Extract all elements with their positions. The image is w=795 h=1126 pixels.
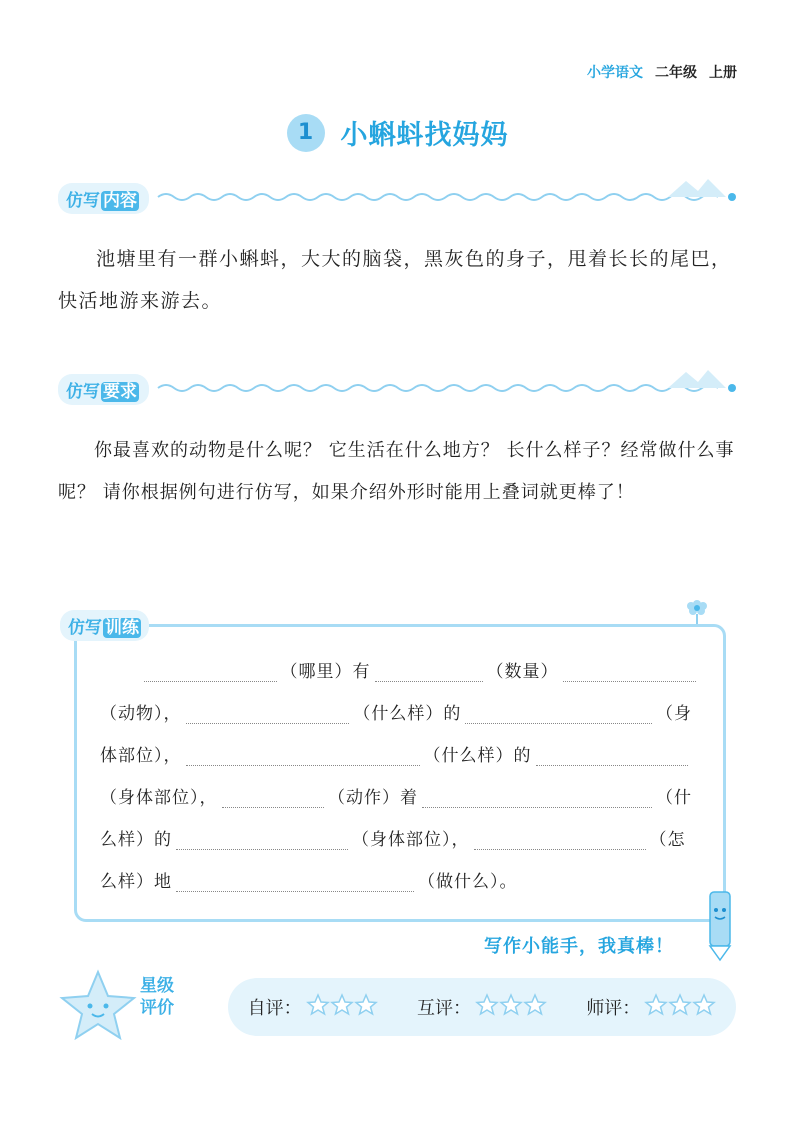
- template-line-5: 么样）的 （身体部位）， （怎: [100, 808, 696, 850]
- wave-divider: [58, 368, 738, 408]
- star-rating[interactable]: [306, 993, 378, 1022]
- lesson-title: [0, 113, 795, 152]
- star-rating-title: 星级 评价: [140, 976, 174, 1018]
- section-header-content: [58, 177, 738, 217]
- star-icon[interactable]: [692, 993, 716, 1017]
- page-header: [587, 62, 737, 82]
- template-line-2: （动物）， （什么样）的 （身: [100, 682, 696, 724]
- star-icon[interactable]: [354, 993, 378, 1017]
- requirement-label: 仿写 要求: [58, 374, 149, 405]
- star-icon[interactable]: [499, 993, 523, 1017]
- star-icon[interactable]: [306, 993, 330, 1017]
- blank-input[interactable]: [186, 737, 420, 766]
- content-paragraph: 池塘里有一群小蝌蚪，大大的脑袋，黑灰色的身子，甩着长长的尾巴，快活地游来游去。: [58, 248, 732, 312]
- volume-label: 上册: [709, 65, 737, 81]
- template-line-1: （哪里）有 （数量）: [100, 640, 696, 682]
- blank-input[interactable]: [536, 737, 688, 766]
- template-line-4: （身体部位）， （动作）着 （什: [100, 766, 696, 808]
- wave-divider: [58, 177, 738, 217]
- lesson-number: 1: [287, 114, 325, 152]
- blank-input[interactable]: [186, 695, 350, 724]
- star-rating[interactable]: [644, 993, 716, 1022]
- star-icon[interactable]: [523, 993, 547, 1017]
- star-icon[interactable]: [668, 993, 692, 1017]
- requirement-paragraph: 你最喜欢的动物是什么呢？ 它生活在什么地方？ 长什么样子？经常做什么事呢？ 请你根据例句进行仿写，如果介绍外形时能用上叠词就更棒了！: [58, 440, 735, 503]
- star-icon[interactable]: [330, 993, 354, 1017]
- teacher-evaluation: 师评：: [586, 993, 716, 1022]
- evaluation-bar: [228, 978, 736, 1036]
- blank-input[interactable]: [563, 653, 697, 682]
- star-icon[interactable]: [475, 993, 499, 1017]
- blank-input[interactable]: [144, 653, 277, 682]
- blank-input[interactable]: [474, 821, 646, 850]
- training-label: 仿写 训练: [60, 610, 149, 641]
- lesson-title-text: 小蝌蚪找妈妈: [340, 120, 509, 151]
- template-line-3: 体部位）， （什么样）的: [100, 724, 696, 766]
- section-header-requirement: [58, 368, 738, 408]
- self-evaluation: 自评：: [248, 993, 378, 1022]
- template-line-6: 么样）地 （做什么）。: [100, 850, 696, 892]
- blank-input[interactable]: [465, 695, 652, 724]
- peer-evaluation: 互评：: [417, 993, 547, 1022]
- content-label: 仿写 内容: [58, 183, 149, 214]
- subject-label: 小学语文: [587, 65, 643, 81]
- star-mascot-icon: [58, 968, 138, 1040]
- blank-input[interactable]: [375, 653, 483, 682]
- star-icon[interactable]: [644, 993, 668, 1017]
- flower-icon: [684, 594, 710, 624]
- pencil-icon: [702, 886, 738, 962]
- praise-text: 写作小能手，我真棒！: [484, 936, 674, 957]
- blank-input[interactable]: [422, 779, 652, 808]
- blank-input[interactable]: [176, 821, 348, 850]
- star-rating[interactable]: [475, 993, 547, 1022]
- blank-input[interactable]: [176, 863, 414, 892]
- grade-label: 二年级: [655, 65, 697, 81]
- blank-input[interactable]: [222, 779, 324, 808]
